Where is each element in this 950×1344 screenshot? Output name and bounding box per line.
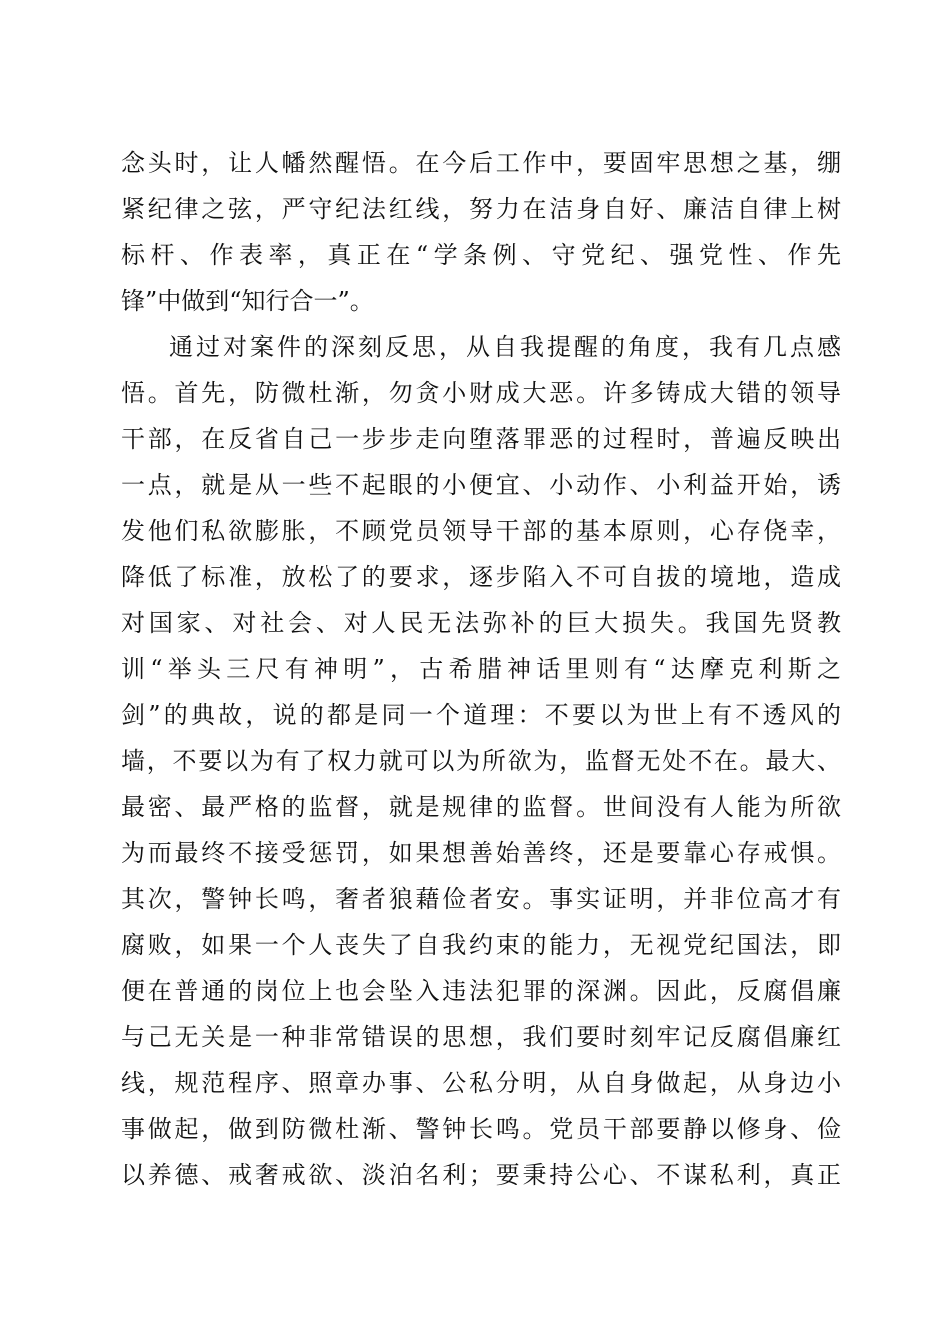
text-line: 念头时，让人幡然醒悟。在今后工作中，要固牢思想之基，绷 (121, 149, 841, 177)
text-line: 紧纪律之弦，严守纪法红线，努力在洁身自好、廉洁自律上树 (121, 195, 841, 223)
text-line: 降低了标准，放松了的要求，逐步陷入不可自拔的境地，造成 (121, 563, 841, 591)
text-line: 一点，就是从一些不起眼的小便宜、小动作、小利益开始，诱 (121, 471, 841, 499)
text-line: 训“举头三尺有神明”，古希腊神话里则有“达摩克利斯之 (121, 655, 841, 683)
text-line: 为而最终不接受惩罚，如果想善始善终，还是要靠心存戒惧。 (121, 839, 841, 867)
text-line: 标杆、作表率，真正在“学条例、守党纪、强党性、作先 (121, 241, 841, 269)
text-line: 锋”中做到“知行合一”。 (121, 287, 374, 315)
paragraph-start-line: 通过对案件的深刻反思，从自我提醒的角度，我有几点感 (169, 333, 841, 361)
text-line: 发他们私欲膨胀，不顾党员领导干部的基本原则，心存侥幸， (121, 517, 841, 545)
body-text (121, 140, 841, 1198)
text-line: 事做起，做到防微杜渐、警钟长鸣。党员干部要静以修身、俭 (121, 1115, 841, 1143)
text-line: 最密、最严格的监督，就是规律的监督。世间没有人能为所欲 (121, 793, 841, 821)
text-line: 墙，不要以为有了权力就可以为所欲为，监督无处不在。最大、 (121, 747, 841, 775)
text-line: 便在普通的岗位上也会坠入违法犯罪的深渊。因此，反腐倡廉 (121, 977, 841, 1005)
text-line: 剑”的典故，说的都是同一个道理：不要以为世上有不透风的 (121, 701, 841, 729)
text-line: 以养德、戒奢戒欲、淡泊名利；要秉持公心、不谋私利，真正 (121, 1161, 841, 1189)
text-line: 腐败，如果一个人丧失了自我约束的能力，无视党纪国法，即 (121, 931, 841, 959)
text-line: 线，规范程序、照章办事、公私分明，从自身做起，从身边小 (121, 1069, 841, 1097)
text-line: 其次，警钟长鸣，奢者狼藉俭者安。事实证明，并非位高才有 (121, 885, 841, 913)
text-line: 干部，在反省自己一步步走向堕落罪恶的过程时，普遍反映出 (121, 425, 841, 453)
text-line: 悟。首先，防微杜渐，勿贪小财成大恶。许多铸成大错的领导 (121, 379, 841, 407)
text-line: 与己无关是一种非常错误的思想，我们要时刻牢记反腐倡廉红 (121, 1023, 841, 1051)
text-line: 对国家、对社会、对人民无法弥补的巨大损失。我国先贤教 (121, 609, 841, 637)
